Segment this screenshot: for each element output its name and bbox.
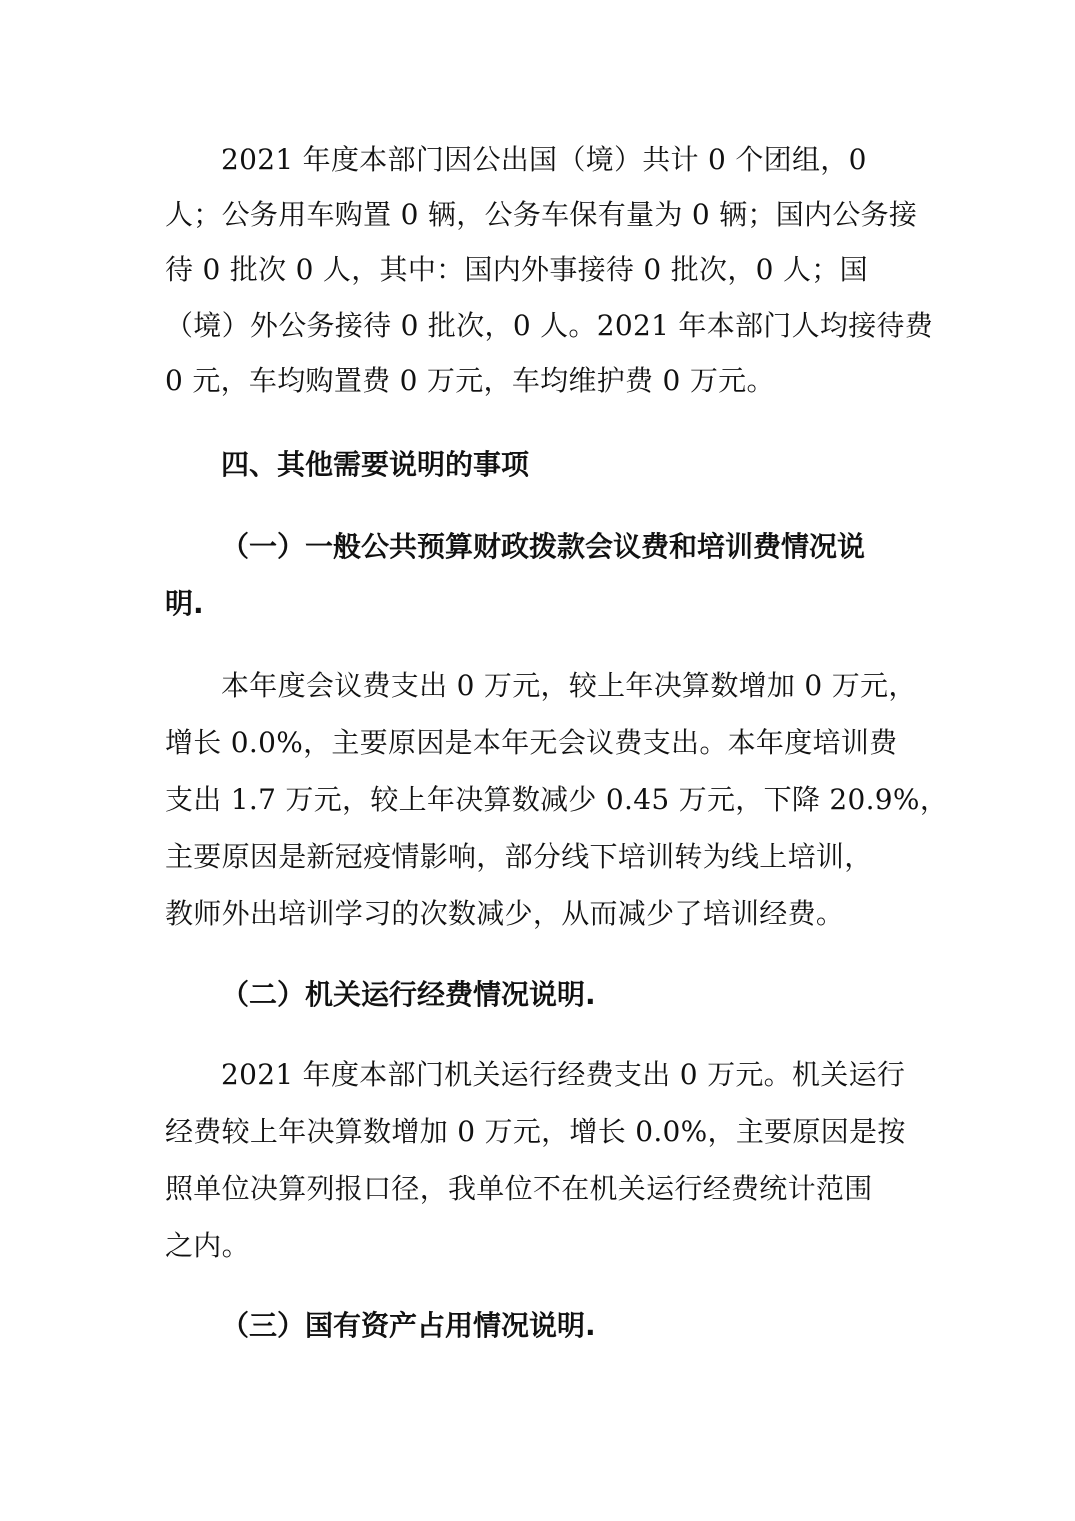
paragraph-1-line-3: 待 0 批次 0 人，其中：国内外事接待 0 批次，0 人；国 <box>165 253 868 286</box>
subsection-2-line-3: 照单位决算列报口径，我单位不在机关运行经费统计范围 <box>165 1172 873 1205</box>
section-4-heading: 四、其他需要说明的事项 <box>221 448 530 481</box>
subsection-2-line-2: 经费较上年决算数增加 0 万元，增长 0.0%，主要原因是按 <box>165 1115 906 1148</box>
paragraph-1-line-2: 人；公务用车购置 0 辆，公务车保有量为 0 辆；国内公务接 <box>165 198 918 231</box>
subsection-1-heading-line-2: 明. <box>165 587 204 620</box>
paragraph-1-line-5: 0 元，车均购置费 0 万元，车均维护费 0 万元。 <box>165 364 775 397</box>
paragraph-1-line-4: （境）外公务接待 0 批次，0 人。2021 年本部门人均接待费 <box>165 309 934 342</box>
subsection-3-heading: （三）国有资产占用情况说明. <box>221 1309 596 1342</box>
subsection-1-heading-line-1: （一）一般公共预算财政拨款会议费和培训费情况说 <box>221 530 866 563</box>
subsection-1-line-1: 本年度会议费支出 0 万元，较上年决算数增加 0 万元， <box>221 669 917 702</box>
subsection-1-line-4: 主要原因是新冠疫情影响，部分线下培训转为线上培训， <box>165 840 873 873</box>
subsection-2-line-4: 之内。 <box>165 1229 250 1262</box>
subsection-1-line-5: 教师外出培训学习的次数减少，从而减少了培训经费。 <box>165 897 845 930</box>
subsection-2-line-1: 2021 年度本部门机关运行经费支出 0 万元。机关运行 <box>221 1058 906 1091</box>
subsection-1-line-3: 支出 1.7 万元，较上年决算数减少 0.45 万元，下降 20.9%， <box>165 783 949 816</box>
paragraph-1-line-1: 2021 年度本部门因公出国（境）共计 0 个团组，0 <box>221 143 867 176</box>
subsection-2-heading: （二）机关运行经费情况说明. <box>221 978 596 1011</box>
subsection-1-line-2: 增长 0.0%，主要原因是本年无会议费支出。本年度培训费 <box>165 726 898 759</box>
